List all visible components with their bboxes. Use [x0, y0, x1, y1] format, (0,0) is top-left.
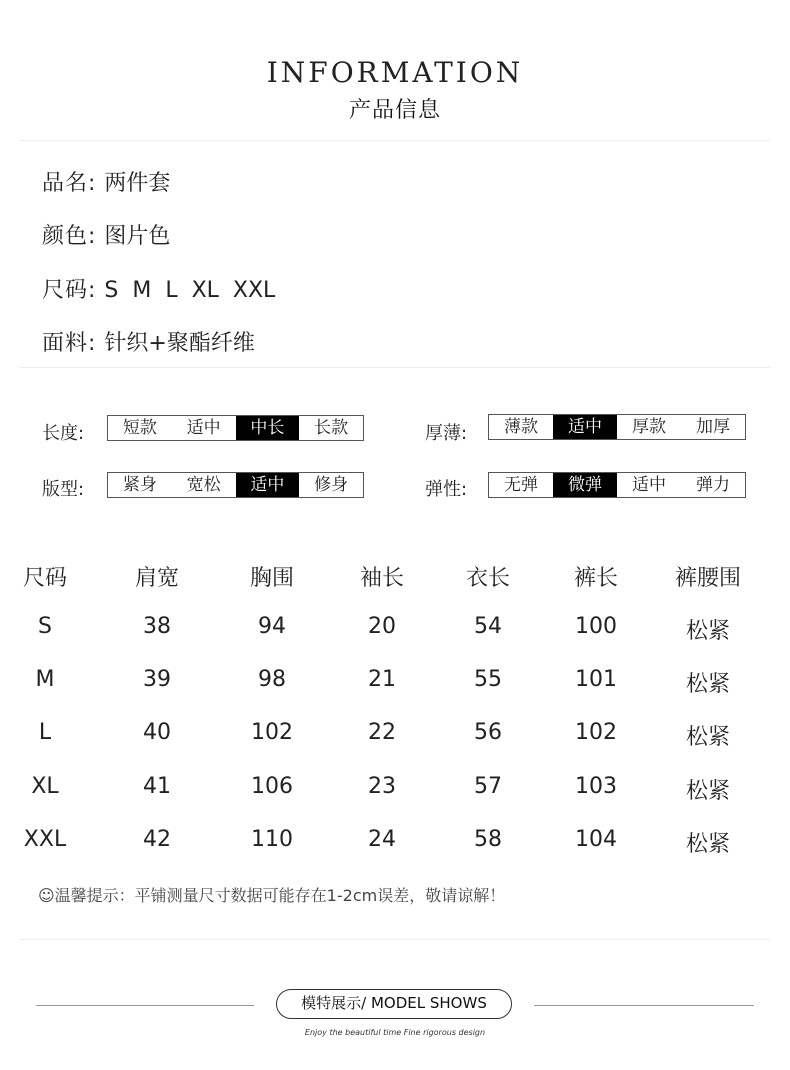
attr-option: 无弹	[504, 475, 538, 495]
attr-label-fit: 版型:	[42, 479, 85, 500]
attr-selector-thickness	[488, 414, 746, 440]
page-title-cn: 产品信息	[348, 98, 441, 123]
table-cell: 54	[474, 614, 502, 639]
size-table-header-cell: 袖长	[359, 566, 404, 591]
table-cell: 57	[474, 774, 502, 799]
attr-option: 弹力	[696, 475, 730, 495]
model-shows-label: 模特展示/ MODEL SHOWS	[276, 989, 512, 1019]
size-table-header-cell: 衣长	[465, 566, 510, 591]
attr-label-length: 长度:	[42, 423, 85, 444]
table-cell: 松紧	[685, 672, 730, 697]
attr-option: 适中	[186, 418, 221, 438]
attr-selector-length	[107, 415, 364, 441]
attr-option: 宽松	[186, 475, 221, 495]
table-cell: 106	[251, 774, 293, 799]
measurement-tip: ☺温馨提示：平铺测量尺寸数据可能存在1-2cm误差，敬请谅解！	[38, 886, 506, 905]
table-cell: 102	[251, 720, 293, 745]
table-cell: 41	[143, 774, 171, 799]
info-item-size	[42, 273, 275, 304]
table-cell: 40	[143, 720, 171, 745]
table-cell: M	[35, 667, 55, 692]
size-table-header-cell: 裤长	[573, 566, 618, 591]
table-cell: 103	[575, 774, 617, 799]
table-cell: 松紧	[685, 725, 730, 750]
table-cell: 56	[474, 720, 502, 745]
divider-bottom	[20, 939, 770, 940]
attr-option: 厚款	[632, 417, 666, 437]
attr-option: 适中	[632, 475, 666, 495]
attr-selector-elasticity	[488, 472, 746, 498]
table-cell: XL	[31, 774, 59, 799]
footer-line-left	[36, 1005, 254, 1006]
table-cell: 42	[143, 827, 171, 852]
table-cell: 21	[368, 667, 396, 692]
attr-option-selected: 适中	[553, 415, 617, 439]
size-table-header-cell: 胸围	[249, 566, 294, 591]
attr-option: 短款	[122, 418, 157, 438]
page-title-en: INFORMATION	[266, 56, 524, 89]
attr-selector-fit	[107, 472, 364, 498]
size-table-header-cell: 尺码	[22, 566, 67, 591]
table-cell: 101	[575, 667, 617, 692]
divider-top	[20, 140, 770, 141]
divider-mid	[20, 367, 770, 368]
attr-option: 紧身	[122, 475, 157, 495]
table-cell: 58	[474, 827, 502, 852]
table-cell: 39	[143, 667, 171, 692]
info-key: 颜色:	[42, 224, 97, 249]
info-value: 针织+聚酯纤维	[104, 331, 255, 356]
attr-option-selected: 适中	[236, 473, 300, 497]
attr-option: 加厚	[696, 417, 730, 437]
attr-option-selected: 中长	[236, 416, 300, 440]
size-table-header-cell: 裤腰围	[674, 566, 741, 591]
info-value: 两件套	[104, 171, 171, 196]
table-cell: XXL	[23, 827, 67, 852]
attr-option: 薄款	[504, 417, 538, 437]
table-cell: 20	[368, 614, 396, 639]
table-cell: 98	[258, 667, 286, 692]
info-value: S M L XL XXL	[104, 278, 276, 303]
table-cell: 松紧	[685, 832, 730, 857]
info-value: 图片色	[104, 224, 171, 249]
info-key: 面料:	[42, 331, 97, 356]
table-cell: 松紧	[685, 779, 730, 804]
table-cell: S	[38, 614, 52, 639]
table-cell: 55	[474, 667, 502, 692]
table-cell: 94	[258, 614, 286, 639]
table-cell: 22	[368, 720, 396, 745]
table-cell: 104	[575, 827, 617, 852]
info-item-name	[42, 166, 170, 197]
attr-label-elasticity: 弹性:	[425, 479, 468, 500]
table-cell: 100	[575, 614, 617, 639]
table-cell: L	[38, 720, 52, 745]
table-cell: 23	[368, 774, 396, 799]
table-cell: 松紧	[685, 619, 730, 644]
table-cell: 102	[575, 720, 617, 745]
table-cell: 24	[368, 827, 396, 852]
info-key: 品名:	[42, 171, 97, 196]
footer-tagline: Enjoy the beautiful time Fine rigorous design	[304, 1028, 486, 1037]
footer-line-right	[534, 1005, 754, 1006]
attr-option-selected: 微弹	[553, 473, 617, 497]
table-cell: 110	[251, 827, 293, 852]
attr-option: 长款	[314, 418, 349, 438]
attr-label-thickness: 厚薄:	[425, 423, 468, 444]
info-item-color	[42, 219, 170, 250]
attr-option: 修身	[314, 475, 349, 495]
info-key: 尺码:	[42, 278, 97, 303]
size-table-header-cell: 肩宽	[134, 566, 179, 591]
table-cell: 38	[143, 614, 171, 639]
info-item-fabric	[42, 326, 255, 357]
